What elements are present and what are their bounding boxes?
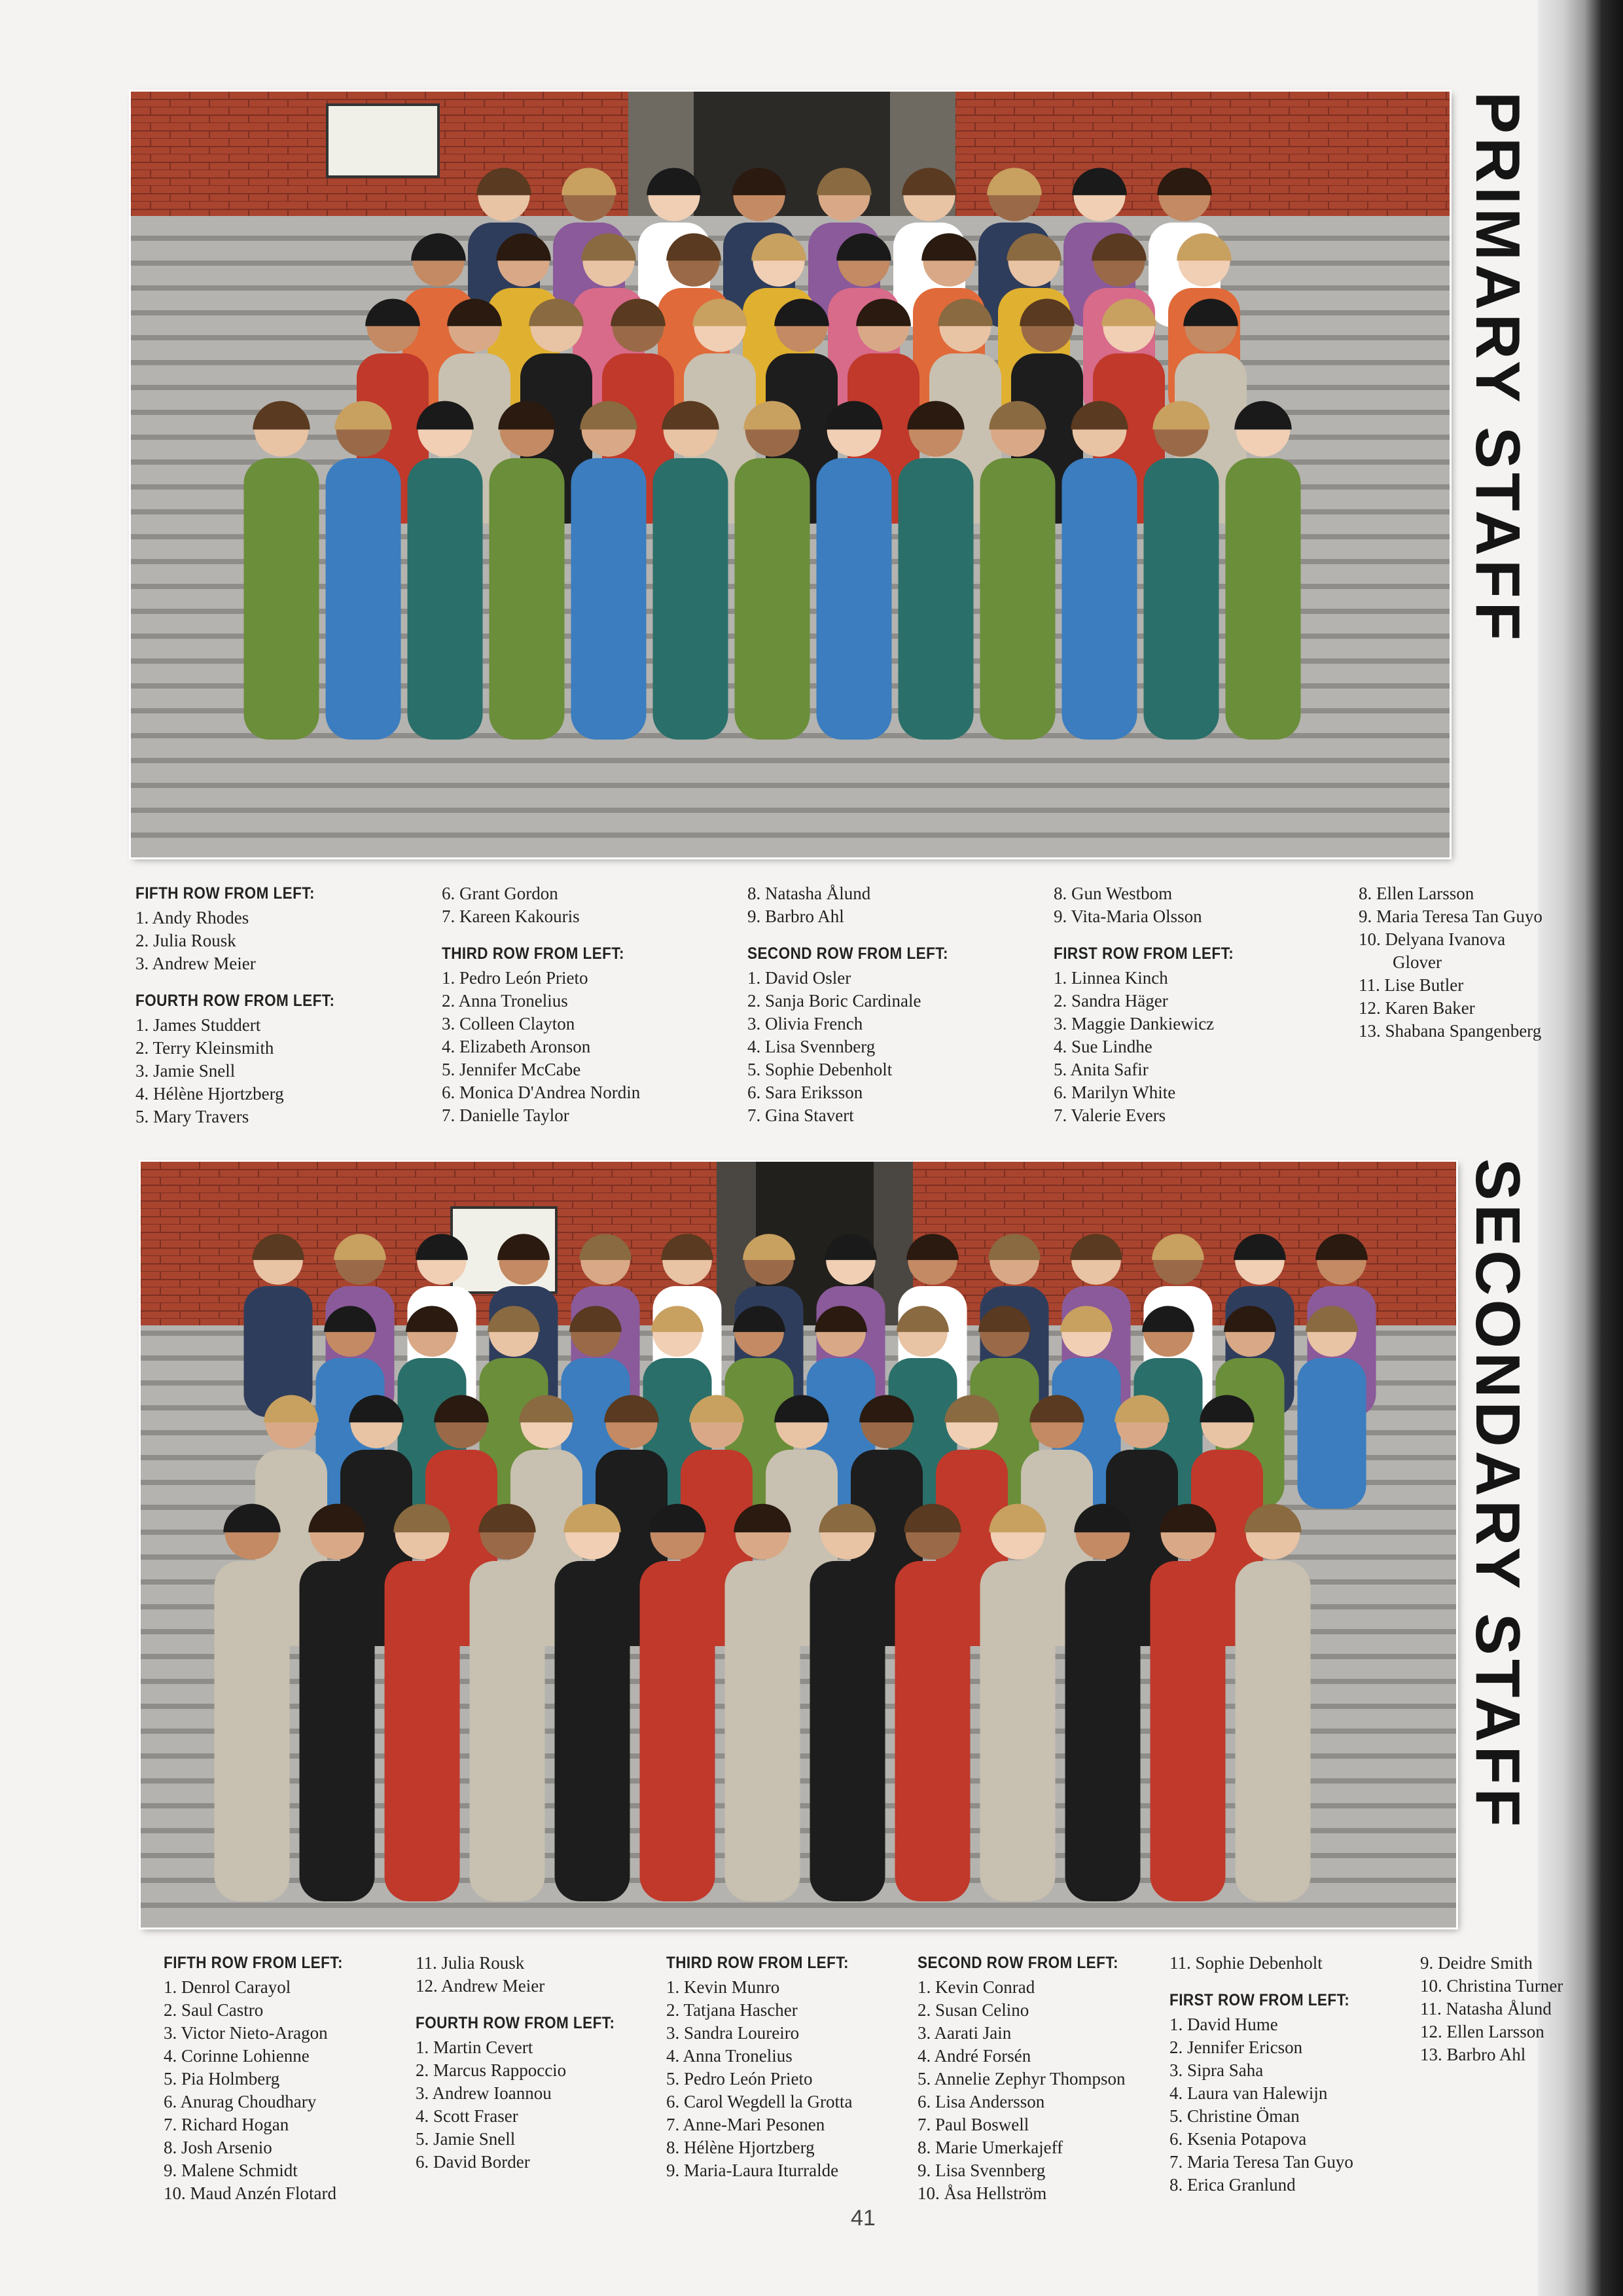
staff-name: 10. Christina Turner	[1420, 1976, 1563, 1996]
staff-name: 7. Valerie Evers	[1054, 1105, 1166, 1125]
row-heading: SECOND ROW FROM LEFT:	[918, 1954, 1118, 1972]
staff-name: 5. Mary Travers	[135, 1107, 249, 1126]
primary-caption-column	[442, 882, 645, 1127]
staff-name: 5. Christine Öman	[1169, 2106, 1300, 2126]
staff-name: 3. Sandra Loureiro	[666, 2023, 800, 2043]
staff-name: 5. Jamie Snell	[416, 2129, 516, 2149]
staff-name: 5. Annelie Zephyr Thompson	[918, 2069, 1126, 2089]
staff-name: 3. Sipra Saha	[1169, 2060, 1264, 2080]
secondary-caption-column	[666, 1952, 869, 2182]
staff-name: 5. Pedro León Prieto	[666, 2069, 813, 2089]
person-figure	[1144, 458, 1219, 740]
staff-name: 6. Lisa Andersson	[918, 2092, 1045, 2111]
person-figure	[640, 1561, 715, 1901]
person-figure	[817, 458, 892, 740]
staff-name: 7. Anne-Mari Pesonen	[666, 2115, 825, 2134]
staff-name: 9. Lisa Svennberg	[918, 2161, 1046, 2180]
staff-name: 3. Victor Nieto-Aragon	[164, 2023, 328, 2043]
staff-name: 12. Ellen Larsson	[1420, 2022, 1544, 2041]
staff-name: 10. Maud Anzén Flotard	[164, 2183, 336, 2203]
staff-name: 7. Maria Teresa Tan Guyo	[1169, 2152, 1353, 2172]
staff-name: 3. Andrew Ioannou	[416, 2083, 552, 2103]
staff-name: 8. Gun Westbom	[1054, 884, 1173, 903]
staff-name: 2. Marcus Rappoccio	[416, 2060, 567, 2080]
row-heading: FIFTH ROW FROM LEFT:	[164, 1954, 343, 1972]
person-figure	[735, 458, 810, 740]
staff-name: 9. Maria-Laura Iturralde	[666, 2161, 839, 2180]
staff-name: 3. Aarati Jain	[918, 2023, 1012, 2043]
staff-name: 12. Karen Baker	[1359, 998, 1475, 1018]
staff-name: 8. Hélène Hjortzberg	[666, 2138, 815, 2157]
staff-name: 5. Anita Safir	[1054, 1060, 1149, 1079]
row-heading: FOURTH ROW FROM LEFT:	[416, 2014, 615, 2032]
secondary-caption-column	[164, 1952, 363, 2205]
staff-name: 1. Linnea Kinch	[1054, 968, 1168, 988]
secondary-staff-title: SECONDARY STAFF	[1463, 1158, 1533, 1831]
person-figure	[980, 1561, 1056, 1901]
staff-name: 9. Deidre Smith	[1420, 1953, 1533, 1973]
staff-name: 2. Jennifer Ericson	[1169, 2037, 1303, 2057]
staff-name: 7. Gina Stavert	[747, 1105, 854, 1125]
staff-name: 3. Colleen Clayton	[442, 1014, 575, 1033]
row-heading: SECOND ROW FROM LEFT:	[747, 944, 948, 963]
staff-name: 13. Shabana Spangenberg	[1359, 1021, 1542, 1041]
staff-name: 6. Ksenia Potapova	[1169, 2129, 1307, 2149]
staff-name: 6. Monica D'Andrea Nordin	[442, 1083, 641, 1102]
primary-caption-column	[135, 882, 357, 1128]
staff-name: 1. Martin Cevert	[416, 2037, 533, 2057]
person-figure	[1298, 1358, 1366, 1509]
staff-name: 7. Paul Boswell	[918, 2115, 1029, 2134]
person-figure	[555, 1561, 630, 1901]
person-figure	[980, 458, 1056, 740]
staff-name: 9. Maria Teresa Tan Guyo	[1359, 906, 1543, 926]
staff-name: 6. Grant Gordon	[442, 884, 558, 903]
staff-name: 11. Natasha Ålund	[1420, 1999, 1552, 2018]
staff-name: 10. Delyana Ivanova	[1359, 929, 1506, 949]
primary-staff-photo	[131, 92, 1450, 857]
staff-name: 2. Anna Tronelius	[442, 991, 568, 1011]
staff-name: 11. Sophie Debenholt	[1169, 1953, 1323, 1973]
staff-name: 4. Corinne Lohienne	[164, 2046, 310, 2066]
primary-caption-column	[747, 882, 971, 1127]
row-heading: FIFTH ROW FROM LEFT:	[135, 884, 315, 903]
secondary-caption-column	[1169, 1952, 1370, 2197]
secondary-caption-column	[918, 1952, 1141, 2205]
row-heading: THIRD ROW FROM LEFT:	[666, 1954, 849, 1972]
staff-name: 9. Vita-Maria Olsson	[1054, 906, 1202, 926]
staff-name: 7. Danielle Taylor	[442, 1105, 569, 1125]
staff-name: 4. André Forsén	[918, 2046, 1031, 2066]
staff-name: 7. Kareen Kakouris	[442, 906, 580, 926]
staff-name: 6. Anurag Choudhary	[164, 2092, 317, 2111]
person-figure	[810, 1561, 885, 1901]
secondary-caption-column	[1420, 1952, 1563, 2066]
person-figure	[1062, 458, 1137, 740]
person-figure	[470, 1561, 545, 1901]
staff-name: 2. Tatjana Hascher	[666, 2000, 798, 2020]
staff-name: 4. Elizabeth Aronson	[442, 1037, 591, 1056]
staff-name: 8. Josh Arsenio	[164, 2138, 272, 2157]
staff-name: 4. Laura van Halewijn	[1169, 2083, 1328, 2103]
secondary-staff-photo	[141, 1162, 1456, 1928]
staff-name: 6. Sara Eriksson	[747, 1083, 863, 1102]
person-figure	[571, 458, 647, 740]
staff-name: 1. Andy Rhodes	[135, 908, 249, 927]
staff-name: 1. Kevin Conrad	[918, 1977, 1035, 1997]
staff-name: 4. Sue Lindhe	[1054, 1037, 1152, 1056]
staff-name: 10. Åsa Hellström	[918, 2183, 1047, 2203]
staff-name: 2. Terry Kleinsmith	[135, 1038, 274, 1058]
staff-name: 2. Sanja Boric Cardinale	[747, 991, 921, 1011]
person-figure	[300, 1561, 375, 1901]
person-figure	[725, 1561, 800, 1901]
staff-name: 1. Denrol Carayol	[164, 1977, 291, 1997]
staff-name: 5. Jennifer McCabe	[442, 1060, 581, 1079]
staff-name: 5. Sophie Debenholt	[747, 1060, 893, 1079]
person-figure	[244, 458, 319, 740]
person-figure	[490, 458, 565, 740]
secondary-caption-column	[416, 1952, 637, 2174]
primary-caption-column	[1359, 882, 1543, 1043]
person-figure	[899, 458, 974, 740]
staff-name: 11. Julia Rousk	[416, 1953, 525, 1973]
staff-name: 1. Kevin Munro	[666, 1977, 780, 1997]
staff-name: 2. Saul Castro	[164, 2000, 264, 2020]
row-heading: THIRD ROW FROM LEFT:	[442, 944, 624, 963]
staff-name: 8. Erica Granlund	[1169, 2175, 1296, 2195]
staff-name: 3. Andrew Meier	[135, 954, 256, 973]
person-figure	[895, 1561, 971, 1901]
staff-name: 4. Scott Fraser	[416, 2106, 518, 2126]
staff-name: 4. Anna Tronelius	[666, 2046, 793, 2066]
staff-name: 3. Maggie Dankiewicz	[1054, 1014, 1215, 1033]
person-figure	[1150, 1561, 1226, 1901]
staff-name: 8. Marie Umerkajeff	[918, 2138, 1063, 2157]
staff-name: 7. Richard Hogan	[164, 2115, 289, 2134]
staff-name: 1. James Studdert	[135, 1015, 261, 1035]
person-figure	[408, 458, 483, 740]
person-figure	[653, 458, 728, 740]
row-heading: FIRST ROW FROM LEFT:	[1054, 944, 1234, 963]
primary-staff-title: PRIMARY STAFF	[1463, 92, 1533, 645]
staff-name: 5. Pia Holmberg	[164, 2069, 280, 2089]
staff-name: 11. Lise Butler	[1359, 975, 1464, 995]
staff-name: 6. Carol Wegdell la Grotta	[666, 2092, 853, 2111]
staff-name: 8. Natasha Ålund	[747, 884, 871, 903]
person-figure	[1065, 1561, 1141, 1901]
staff-name: 2. Julia Rousk	[135, 931, 236, 950]
staff-name: 3. Jamie Snell	[135, 1061, 236, 1081]
staff-name: Glover	[1393, 952, 1442, 972]
person-figure	[326, 458, 401, 740]
staff-name: 2. Sandra Häger	[1054, 991, 1168, 1011]
staff-name: 4. Lisa Svennberg	[747, 1037, 876, 1056]
staff-name: 1. David Hume	[1169, 2015, 1278, 2034]
staff-name: 6. Marilyn White	[1054, 1083, 1176, 1102]
person-figure	[385, 1561, 460, 1901]
staff-name: 8. Ellen Larsson	[1359, 884, 1474, 903]
staff-name: 13. Barbro Ahl	[1420, 2045, 1526, 2064]
person-figure	[1226, 458, 1301, 740]
staff-name: 2. Susan Celino	[918, 2000, 1029, 2020]
staff-name: 4. Hélène Hjortzberg	[135, 1084, 284, 1103]
staff-name: 3. Olivia French	[747, 1014, 863, 1033]
row-heading: FIRST ROW FROM LEFT:	[1169, 1991, 1350, 2009]
person-figure	[1236, 1561, 1311, 1901]
staff-name: 9. Malene Schmidt	[164, 2161, 298, 2180]
staff-name: 1. Pedro León Prieto	[442, 968, 588, 988]
primary-staff-photo-illustration	[131, 92, 1450, 857]
primary-caption-column	[1054, 882, 1254, 1127]
staff-name: 1. David Osler	[747, 968, 851, 988]
staff-name: 6. David Border	[416, 2152, 530, 2172]
secondary-staff-photo-illustration	[141, 1162, 1456, 1928]
staff-name: 9. Barbro Ahl	[747, 906, 844, 926]
staff-name: 12. Andrew Meier	[416, 1976, 545, 1996]
person-figure	[215, 1561, 290, 1901]
page-number: 41	[851, 2206, 876, 2231]
row-heading: FOURTH ROW FROM LEFT:	[135, 992, 335, 1010]
